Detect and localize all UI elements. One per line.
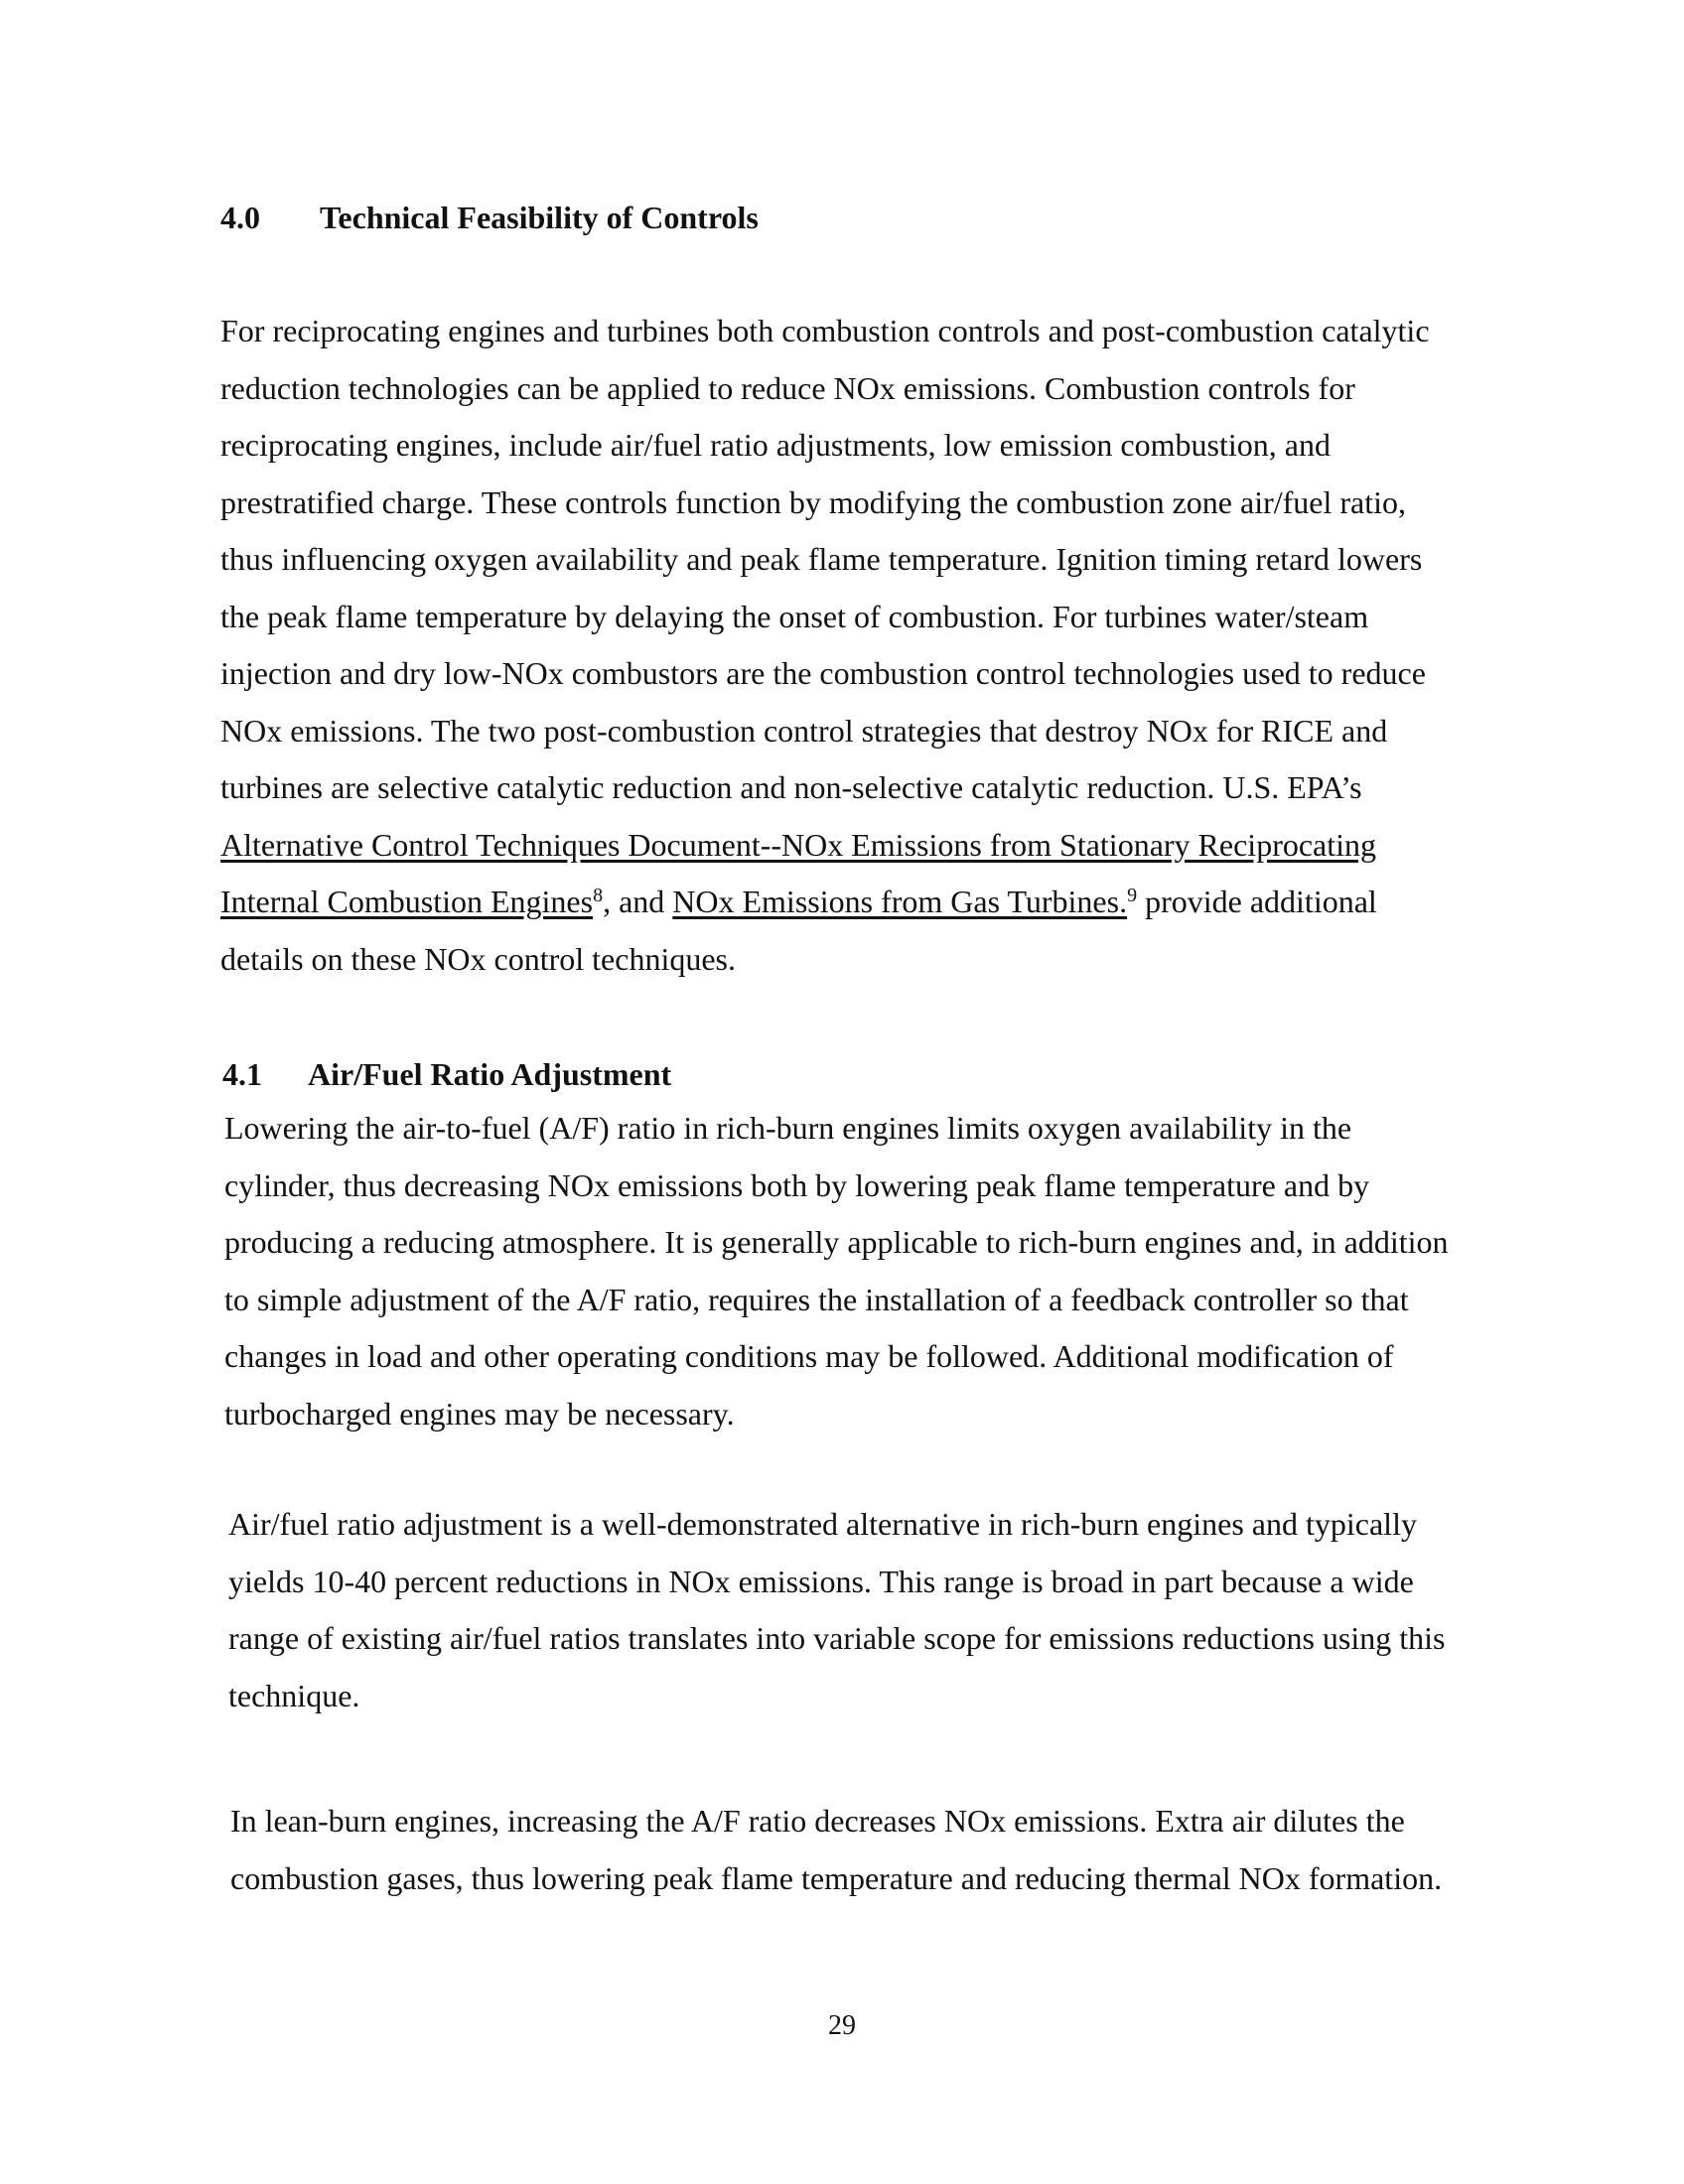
text-line: combustion gases, thus lowering peak flame temperature and reducing thermal NOx formation.	[230, 1859, 1443, 1896]
text-fragment: provide additional	[1137, 884, 1377, 919]
text-line: injection and dry low-NOx combustors are the combustion control technologies used to reduce	[220, 655, 1426, 691]
text-line: cylinder, thus decreasing NOx emissions both by lowering peak flame temperature and by	[224, 1166, 1370, 1203]
text-line: reduction technologies can be applied to reduce NOx emissions. Combustion controls for	[220, 369, 1355, 406]
footnote-marker: 8	[593, 885, 604, 906]
section-4-1-paragraph-3	[230, 1793, 1521, 1907]
text-line: thus influencing oxygen availability and peak flame temperature. Ignition timing retard lowers	[220, 541, 1423, 577]
text-line: prestratified charge. These controls function by modifying the combustion zone air/fuel ratio,	[220, 483, 1407, 520]
text-line: Lowering the air-to-fuel (A/F) ratio in rich-burn engines limits oxygen availability in the	[224, 1110, 1352, 1146]
text-line: Air/fuel ratio adjustment is a well-demonstrated alternative in rich-burn engines and typically	[228, 1506, 1417, 1542]
text-line: the peak flame temperature by delaying the onset of combustion. For turbines water/steam	[220, 598, 1369, 634]
text-line: details on these NOx control techniques.	[220, 940, 736, 977]
section-number: 4.0	[220, 200, 260, 235]
text-line: range of existing air/fuel ratios translates into variable scope for emissions reductions using this	[228, 1620, 1446, 1656]
footnote-marker: 9	[1127, 885, 1138, 906]
text-line: For reciprocating engines and turbines both combustion controls and post-combustion catalytic	[220, 313, 1430, 348]
section-number: 4.1	[222, 1056, 262, 1092]
text-line	[220, 817, 1472, 875]
text-fragment: , and	[603, 884, 673, 919]
section-title: Technical Feasibility of Controls	[320, 200, 759, 235]
text-line: yields 10-40 percent reductions in NOx emissions. This range is broad in part because a wide	[228, 1563, 1414, 1599]
text-line	[220, 874, 1472, 931]
document-title-reference: Alternative Control Techniques Document--NOx Emissions from Stationary Reciprocating	[220, 826, 1377, 863]
section-title: Air/Fuel Ratio Adjustment	[308, 1056, 672, 1092]
document-title-reference: Internal Combustion Engines	[220, 884, 594, 919]
text-line: technique.	[228, 1677, 360, 1713]
section-4-1-paragraph-2	[228, 1496, 1509, 1724]
text-line: In lean-burn engines, increasing the A/F ratio decreases NOx emissions. Extra air dilutes the	[230, 1803, 1405, 1839]
document-title-reference: NOx Emissions from Gas Turbines.	[672, 884, 1128, 919]
text-line: to simple adjustment of the A/F ratio, requires the installation of a feedback controller so that	[224, 1281, 1409, 1317]
text-line: reciprocating engines, include air/fuel ratio adjustments, low emission combustion, and	[220, 427, 1331, 463]
section-heading-4-1	[222, 1054, 671, 1094]
text-line: turbines are selective catalytic reduction and non-selective catalytic reduction. U.S. EPA’s	[220, 769, 1362, 805]
text-line: producing a reducing atmosphere. It is generally applicable to rich-burn engines and, in addition	[224, 1224, 1449, 1260]
text-line: NOx emissions. The two post-combustion control strategies that destroy NOx for RICE and	[220, 712, 1388, 749]
section-4-1-paragraph-1	[224, 1100, 1515, 1442]
page-number: 29	[828, 2010, 856, 2041]
text-line: changes in load and other operating conditions may be followed. Additional modification of	[224, 1338, 1394, 1374]
section-heading-4-0	[220, 198, 759, 237]
text-line: turbocharged engines may be necessary.	[224, 1395, 735, 1432]
section-4-0-paragraph	[220, 303, 1472, 988]
